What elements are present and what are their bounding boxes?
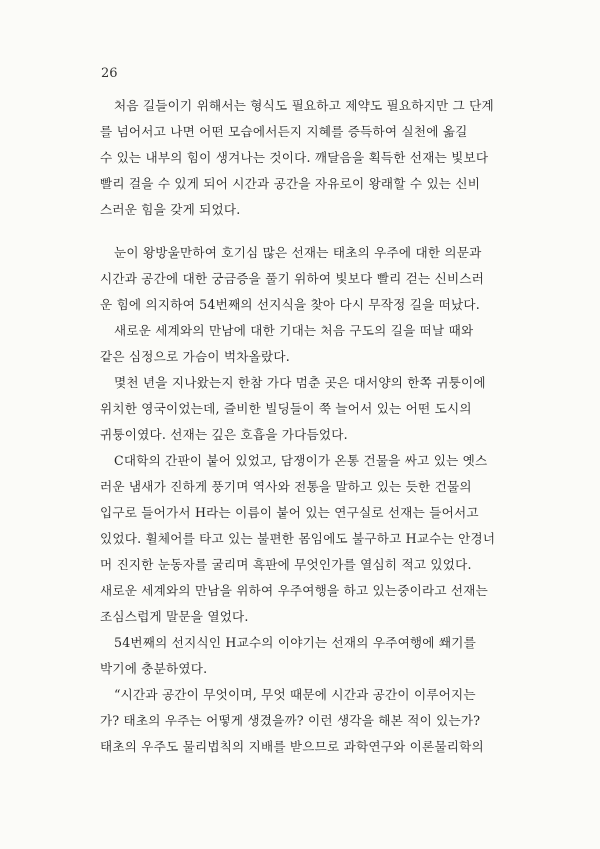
text-line: 입구로 들어가서 H라는 이름이 붙어 있는 연구실로 선재는 들어서고 — [100, 505, 479, 520]
text-line: 귀퉁이였다. 선재는 깊은 호흡을 가다듬었다. — [100, 427, 348, 442]
paragraph-block-1 — [100, 93, 514, 223]
text-line: 러운 냄새가 진하게 풍기며 역사와 전통을 말하고 있는 듯한 건물의 — [100, 479, 472, 494]
paragraph-block-2 — [100, 240, 514, 760]
text-line: 스러운 힘을 갖게 되었다. — [100, 202, 241, 217]
text-line: 가? 태초의 우주는 어떻게 생겼을까? 이런 생각을 해본 적이 있는가? — [100, 713, 481, 728]
text-line: 운 힘에 의지하여 54번째의 선지식을 찾아 다시 무작정 길을 떠났다. — [100, 297, 480, 312]
text-line: 몇천 년을 지나왔는지 한참 가다 멈춘 곳은 대서양의 한쪽 귀퉁이에 — [114, 375, 486, 390]
text-line: 새로운 세계와의 만남에 대한 기대는 처음 구도의 길을 떠날 때와 — [114, 323, 474, 338]
text-line: 위치한 영국이었는데, 즐비한 빌딩들이 쭉 늘어서 있는 어떤 도시의 — [100, 401, 472, 416]
text-line: 시간과 공간에 대한 궁금증을 풀기 위하여 빛보다 빨리 걷는 신비스러 — [100, 271, 485, 286]
text-line: 새로운 세계와의 만남을 위하여 우주여행을 하고 있는중이라고 선재는 — [100, 583, 489, 598]
text-line: 같은 심정으로 가슴이 벅차올랐다. — [100, 349, 290, 364]
text-line: 를 넘어서고 나면 어떤 모습에서든지 지혜를 증득하여 실천에 옮길 — [100, 124, 468, 139]
text-line: 54번째의 선지식인 H교수의 이야기는 선재의 우주여행에 쐐기를 — [114, 635, 476, 650]
text-line: 박기에 충분하였다. — [100, 661, 208, 676]
text-line: 머 진지한 눈동자를 굴리며 흑판에 무엇인가를 열심히 적고 있었다. — [100, 557, 472, 572]
text-line: 눈이 왕방울만하여 호기심 많은 선재는 태초의 우주에 대한 의문과 — [114, 245, 482, 260]
text-line: 빨리 걸을 수 있게 되어 시간과 공간을 자유로이 왕래할 수 있는 신비 — [100, 176, 481, 191]
text-line: “시간과 공간이 무엇이며, 무엇 때문에 시간과 공간이 이루어지는 — [114, 687, 476, 702]
text-line: 있었다. 휠체어를 타고 있는 불편한 몸임에도 불구하고 H교수는 안경너 — [100, 531, 496, 546]
text-line: 수 있는 내부의 힘이 생겨나는 것이다. 깨달음을 획득한 선재는 빛보다 — [100, 150, 489, 165]
text-line: 조심스럽게 말문을 열었다. — [100, 609, 249, 624]
text-line: 태초의 우주도 물리법칙의 지배를 받으므로 과학연구와 이론물리학의 — [100, 739, 484, 754]
text-line: C대학의 간판이 붙어 있었고, 담쟁이가 온통 건물을 싸고 있는 옛스 — [114, 453, 488, 468]
page-number: 26 — [101, 66, 118, 81]
text-line: 처음 길들이기 위해서는 형식도 필요하고 제약도 필요하지만 그 단계 — [114, 98, 494, 113]
